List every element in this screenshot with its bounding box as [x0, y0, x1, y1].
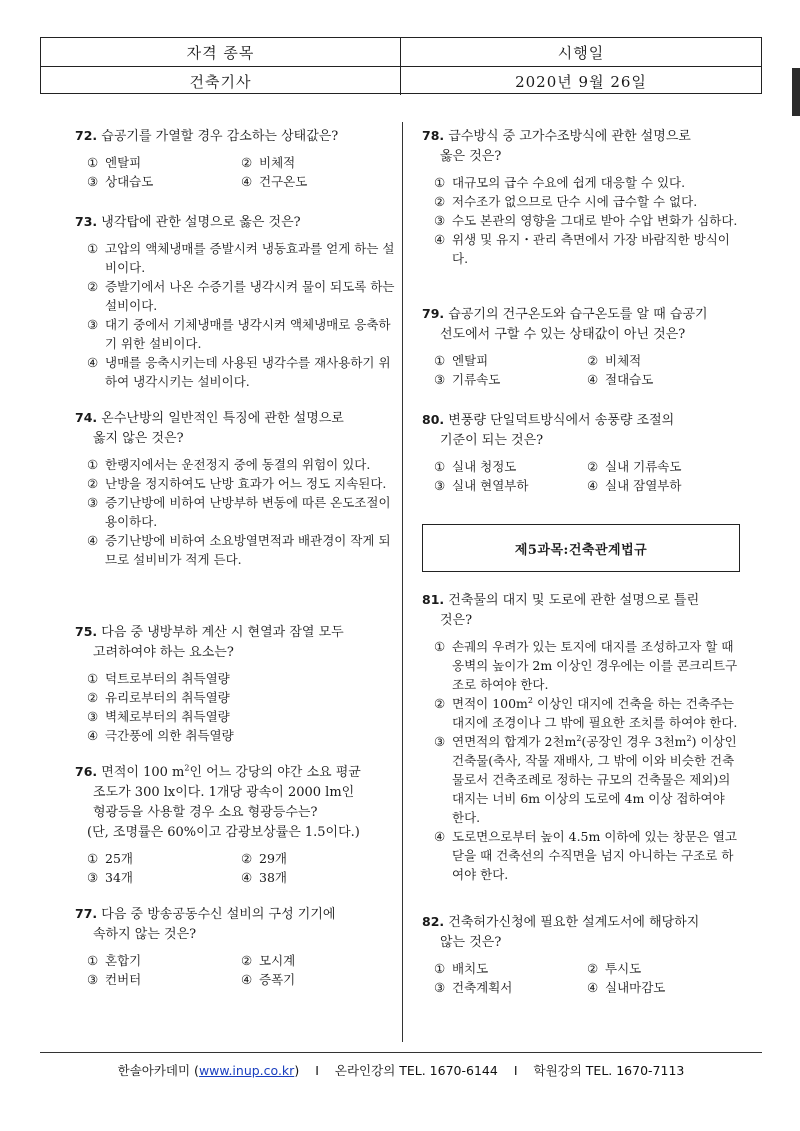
option-marker: ④	[87, 728, 99, 743]
option-3[interactable]	[434, 732, 740, 827]
superscript: 2	[686, 733, 692, 743]
option-text: 실내 기류속도	[605, 459, 682, 474]
question-text: 습공기를 가열할 경우 감소하는 상태값은?	[101, 129, 339, 144]
option-3[interactable]	[87, 707, 395, 726]
option-text: 상대습도	[105, 174, 154, 189]
option-marker: ③	[87, 317, 99, 332]
option-text: 유리로부터의 취득열량	[105, 690, 230, 705]
option-marker: ④	[434, 829, 446, 844]
option-4[interactable]	[434, 230, 740, 268]
option-4[interactable]	[87, 531, 395, 569]
column-divider	[402, 122, 403, 1042]
option-text: 38개	[259, 870, 287, 885]
option-4[interactable]	[434, 827, 740, 884]
text-part: (공장인 경우 3천m	[581, 734, 687, 749]
options	[75, 239, 395, 391]
option-3[interactable]	[87, 315, 395, 353]
date-label: 시행일	[557, 43, 605, 62]
option-3[interactable]	[87, 970, 241, 989]
question-number: 79.	[422, 306, 445, 321]
option-4[interactable]	[241, 970, 395, 989]
option-marker: ④	[241, 870, 253, 885]
option-text: 34개	[105, 870, 133, 885]
option-marker: ③	[434, 478, 446, 493]
question-number: 80.	[422, 412, 445, 427]
text-part: 면적이 100 m	[101, 765, 185, 780]
option-marker: ②	[87, 690, 99, 705]
option-text: 손궤의 우려가 있는 토지에 대지를 조성하고자 할 때 옹벽의 높이가 2m 이상인 경우에는 이를 콘크리트구조로 하여야 한다.	[452, 639, 738, 692]
option-2[interactable]	[87, 688, 395, 707]
options	[422, 959, 740, 997]
superscript: 2	[527, 695, 534, 705]
option-text: 위생 및 유지・관리 측면에서 가장 바람직한 방식이다.	[452, 232, 730, 266]
options	[75, 455, 395, 569]
footer-online-phone: 온라인강의 TEL. 1670-6144	[334, 1063, 498, 1078]
option-3[interactable]	[434, 476, 587, 495]
question-text-cont: 옳은 것은?	[440, 149, 502, 164]
option-2[interactable]	[87, 474, 395, 493]
option-text: 투시도	[605, 961, 642, 976]
option-marker: ①	[434, 961, 446, 976]
option-2[interactable]	[587, 959, 740, 978]
question-number: 77.	[75, 906, 98, 921]
question-text-cont: 조도가 300 lx이다. 1개당 광속이 2000 lm인	[93, 785, 355, 800]
option-marker: ③	[87, 972, 99, 987]
footer-separator: I	[315, 1062, 319, 1078]
text-part: 이상인 대지에 건축을 하는 건축주는 대지에 조경이나 그 밖에 필요한 조치를 하여야 한다.	[452, 696, 738, 730]
option-marker: ②	[87, 279, 99, 294]
option-text: 컨버터	[105, 972, 142, 987]
footer-divider	[40, 1052, 762, 1053]
question-text-cont: 것은?	[440, 613, 473, 628]
question-text	[101, 765, 361, 780]
option-marker: ④	[434, 232, 446, 247]
option-text: 증폭기	[259, 972, 296, 987]
question-text: 급수방식 중 고가수조방식에 관한 설명으로	[448, 129, 691, 144]
option-2[interactable]	[241, 153, 395, 172]
option-1[interactable]	[87, 455, 395, 474]
option-text: 엔탈피	[452, 353, 489, 368]
option-text: 증기난방에 비하여 난방부하 변동에 따른 온도조절이 용이하다.	[105, 495, 391, 529]
option-text: 건구온도	[259, 174, 308, 189]
question-number: 72.	[75, 128, 98, 143]
question-75	[75, 622, 395, 745]
question-text: 건축허가신청에 필요한 설계도서에 해당하지	[448, 915, 700, 930]
options	[422, 457, 740, 495]
question-number: 73.	[75, 214, 98, 229]
section-title-box: 제5과목:건축관계법규	[422, 524, 740, 572]
question-77	[75, 904, 395, 989]
option-marker: ①	[87, 457, 99, 472]
option-2[interactable]	[87, 277, 395, 315]
option-marker: ④	[87, 533, 99, 548]
question-text: 습공기의 건구온도와 습구온도를 알 때 습공기	[448, 307, 708, 322]
option-text: 대기 중에서 기체냉매를 냉각시켜 액체냉매로 응축하기 위한 설비이다.	[105, 317, 391, 351]
question-78	[422, 126, 740, 268]
question-text: 온수난방의 일반적인 특징에 관한 설명으로	[101, 411, 344, 426]
option-4[interactable]	[87, 353, 395, 391]
text-part: 연면적의 합계가 2천m	[452, 734, 577, 749]
option-text: 혼합기	[105, 953, 142, 968]
options	[422, 173, 740, 268]
question-number: 81.	[422, 592, 445, 607]
option-marker: ①	[434, 353, 446, 368]
academy-link[interactable]: www.inup.co.kr	[198, 1063, 295, 1078]
question-81	[422, 590, 740, 884]
option-marker: ②	[87, 476, 99, 491]
option-text: 실내마감도	[605, 980, 666, 995]
footer	[40, 1056, 762, 1084]
option-2[interactable]	[241, 849, 395, 868]
option-1[interactable]	[434, 351, 587, 370]
option-marker: ①	[434, 175, 446, 190]
options	[75, 669, 395, 745]
option-marker: ②	[434, 696, 446, 711]
option-marker: ④	[241, 972, 253, 987]
option-1[interactable]	[87, 951, 241, 970]
option-marker: ③	[434, 980, 446, 995]
option-text: 난방을 정지하여도 난방 효과가 어느 정도 지속된다.	[105, 476, 387, 491]
superscript: 2	[184, 763, 190, 773]
option-marker: ①	[87, 155, 99, 170]
question-text-cont: 형광등을 사용할 경우 소요 형광등수는?	[93, 805, 318, 820]
option-text: 비체적	[605, 353, 642, 368]
option-1[interactable]	[87, 239, 395, 277]
option-1[interactable]	[434, 457, 587, 476]
option-marker: ③	[434, 372, 446, 387]
option-marker: ②	[587, 459, 599, 474]
option-marker: ②	[587, 353, 599, 368]
option-3[interactable]	[434, 211, 740, 230]
option-text: 극간풍에 의한 취득열량	[105, 728, 234, 743]
option-4[interactable]	[587, 476, 740, 495]
option-text: 절대습도	[605, 372, 654, 387]
option-marker: ③	[87, 709, 99, 724]
question-text-cont: 고려하여야 하는 요소는?	[93, 645, 234, 660]
option-text: 도로면으로부터 높이 4.5m 이하에 있는 창문은 열고 닫을 때 건축선의 수직면을 넘지 아니하는 구조로 하여야 한다.	[452, 829, 737, 882]
option-marker: ②	[241, 953, 253, 968]
option-text: 엔탈피	[105, 155, 142, 170]
option-marker: ①	[434, 639, 446, 654]
question-74	[75, 408, 395, 569]
options	[75, 849, 395, 887]
category-label: 자격 종목	[41, 38, 401, 66]
question-number: 78.	[422, 128, 445, 143]
option-marker: ②	[587, 961, 599, 976]
option-1[interactable]	[434, 637, 740, 694]
option-text: 배치도	[452, 961, 489, 976]
option-3[interactable]	[87, 868, 241, 887]
option-marker: ②	[241, 155, 253, 170]
option-4[interactable]	[241, 868, 395, 887]
option-text: 대규모의 급수 수요에 쉽게 대응할 수 있다.	[452, 175, 686, 190]
option-marker: ③	[87, 174, 99, 189]
question-note: (단, 조명률은 60%이고 감광보상률은 1.5이다.)	[87, 825, 360, 840]
options	[422, 351, 740, 389]
page-edge-mark	[792, 68, 800, 116]
superscript: 2	[576, 733, 582, 743]
options	[422, 637, 740, 884]
option-marker: ③	[87, 870, 99, 885]
question-text: 건축물의 대지 및 도로에 관한 설명으로 틀린	[448, 593, 700, 608]
option-text: 비체적	[259, 155, 296, 170]
question-text: 변풍량 단일덕트방식에서 송풍량 조절의	[448, 413, 675, 428]
question-number: 74.	[75, 410, 98, 425]
question-82	[422, 912, 740, 997]
option-2[interactable]	[434, 694, 740, 732]
option-marker: ④	[587, 980, 599, 995]
category-value: 건축기사	[41, 67, 401, 95]
question-number: 82.	[422, 914, 445, 929]
option-text: 실내 현열부하	[452, 478, 529, 493]
footer-academy: 한솔아카데미 (www.inup.co.kr)	[117, 1063, 300, 1078]
question-text: 다음 중 냉방부하 계산 시 현열과 잠열 모두	[101, 625, 344, 640]
question-text-cont: 옳지 않은 것은?	[93, 431, 184, 446]
question-text-cont: 속하지 않는 것은?	[93, 927, 197, 942]
option-text: 실내 청정도	[452, 459, 517, 474]
option-4[interactable]	[587, 978, 740, 997]
question-text-cont: 기준이 되는 것은?	[440, 433, 544, 448]
option-text: 25개	[105, 851, 133, 866]
option-text: 실내 잠열부하	[605, 478, 682, 493]
option-marker: ④	[587, 372, 599, 387]
option-3[interactable]	[87, 493, 395, 531]
option-2[interactable]	[587, 351, 740, 370]
option-marker: ③	[434, 213, 446, 228]
option-2[interactable]	[434, 192, 740, 211]
question-text: 다음 중 방송공동수신 설비의 구성 기기에	[101, 907, 336, 922]
academy-name: 한솔아카데미	[117, 1063, 191, 1078]
exam-info-table	[40, 37, 762, 94]
option-1[interactable]	[434, 173, 740, 192]
option-text: 수도 본관의 영향을 그대로 받아 수압 변화가 심하다.	[452, 213, 738, 228]
question-80	[422, 410, 740, 495]
option-marker: ①	[87, 241, 99, 256]
option-text: 건축계획서	[452, 980, 513, 995]
option-marker: ①	[87, 953, 99, 968]
header-label-row	[41, 38, 761, 67]
footer-separator: I	[513, 1062, 518, 1078]
option-text: 모시계	[259, 953, 296, 968]
question-number: 75.	[75, 624, 98, 639]
option-text: 증기난방에 비하여 소요방열면적과 배관경이 작게 되므로 설비비가 적게 든다.	[105, 533, 391, 567]
text-part: ) 이상인 건축물(축사, 작물 재배사, 그 밖에 이와 비슷한 건축물로서 건축조례로 정하는 규모의 건축물은 제외)의 대지는 너비 6m 이상의 도로에 4m 이상 접하여야 한다.	[452, 734, 737, 825]
text-part: 인 어느 강당의 야간 소요 평균	[189, 765, 361, 780]
option-text: 증발기에서 나온 수증기를 냉각시켜 물이 되도록 하는 설비이다.	[105, 279, 395, 313]
question-number: 76.	[75, 764, 98, 779]
option-marker: ④	[587, 478, 599, 493]
option-4[interactable]	[241, 172, 395, 191]
option-text: 기류속도	[452, 372, 501, 387]
options	[75, 153, 395, 191]
option-4[interactable]	[587, 370, 740, 389]
option-marker: ②	[434, 194, 446, 209]
text-part: 면적이 100m	[452, 696, 528, 711]
option-text: 덕트로부터의 취득열량	[105, 671, 230, 686]
footer-offline-phone: 학원강의 TEL. 1670-7113	[533, 1063, 685, 1078]
option-text: 고압의 액체냉매를 증발시켜 냉동효과를 얻게 하는 설비이다.	[105, 241, 395, 275]
option-text: 29개	[259, 851, 287, 866]
options	[75, 951, 395, 989]
option-text: 저수조가 없으므로 단수 시에 급수할 수 없다.	[452, 194, 698, 209]
option-3[interactable]	[434, 370, 587, 389]
option-1[interactable]	[87, 849, 241, 868]
option-marker: ④	[241, 174, 253, 189]
option-3[interactable]	[87, 172, 241, 191]
option-marker: ④	[87, 355, 99, 370]
option-marker: ①	[434, 459, 446, 474]
option-2[interactable]	[587, 457, 740, 476]
option-marker: ②	[241, 851, 253, 866]
question-text: 냉각탑에 관한 설명으로 옳은 것은?	[101, 215, 301, 230]
option-1[interactable]	[87, 153, 241, 172]
option-text: 한랭지에서는 운전정지 중에 동결의 위험이 있다.	[105, 457, 371, 472]
question-79	[422, 304, 740, 389]
question-72	[75, 126, 395, 191]
question-text-cont: 선도에서 구할 수 있는 상태값이 아닌 것은?	[440, 327, 686, 342]
question-76	[75, 762, 395, 887]
option-marker: ③	[87, 495, 99, 510]
option-1[interactable]	[434, 959, 587, 978]
option-marker: ①	[87, 671, 99, 686]
option-1[interactable]	[87, 669, 395, 688]
option-3[interactable]	[434, 978, 587, 997]
option-text	[452, 694, 740, 732]
option-text: 벽체로부터의 취득열량	[105, 709, 230, 724]
question-text-cont: 않는 것은?	[440, 935, 502, 950]
question-73	[75, 212, 395, 391]
date-value: 2020년 9월 26일	[515, 72, 647, 91]
option-4[interactable]	[87, 726, 395, 745]
option-marker: ③	[434, 734, 446, 749]
header-value-row	[41, 67, 761, 95]
option-text	[452, 732, 740, 827]
option-2[interactable]	[241, 951, 395, 970]
option-marker: ①	[87, 851, 99, 866]
option-text: 냉매를 응축시키는데 사용된 냉각수를 재사용하기 위하여 냉각시키는 설비이다.	[105, 355, 391, 389]
